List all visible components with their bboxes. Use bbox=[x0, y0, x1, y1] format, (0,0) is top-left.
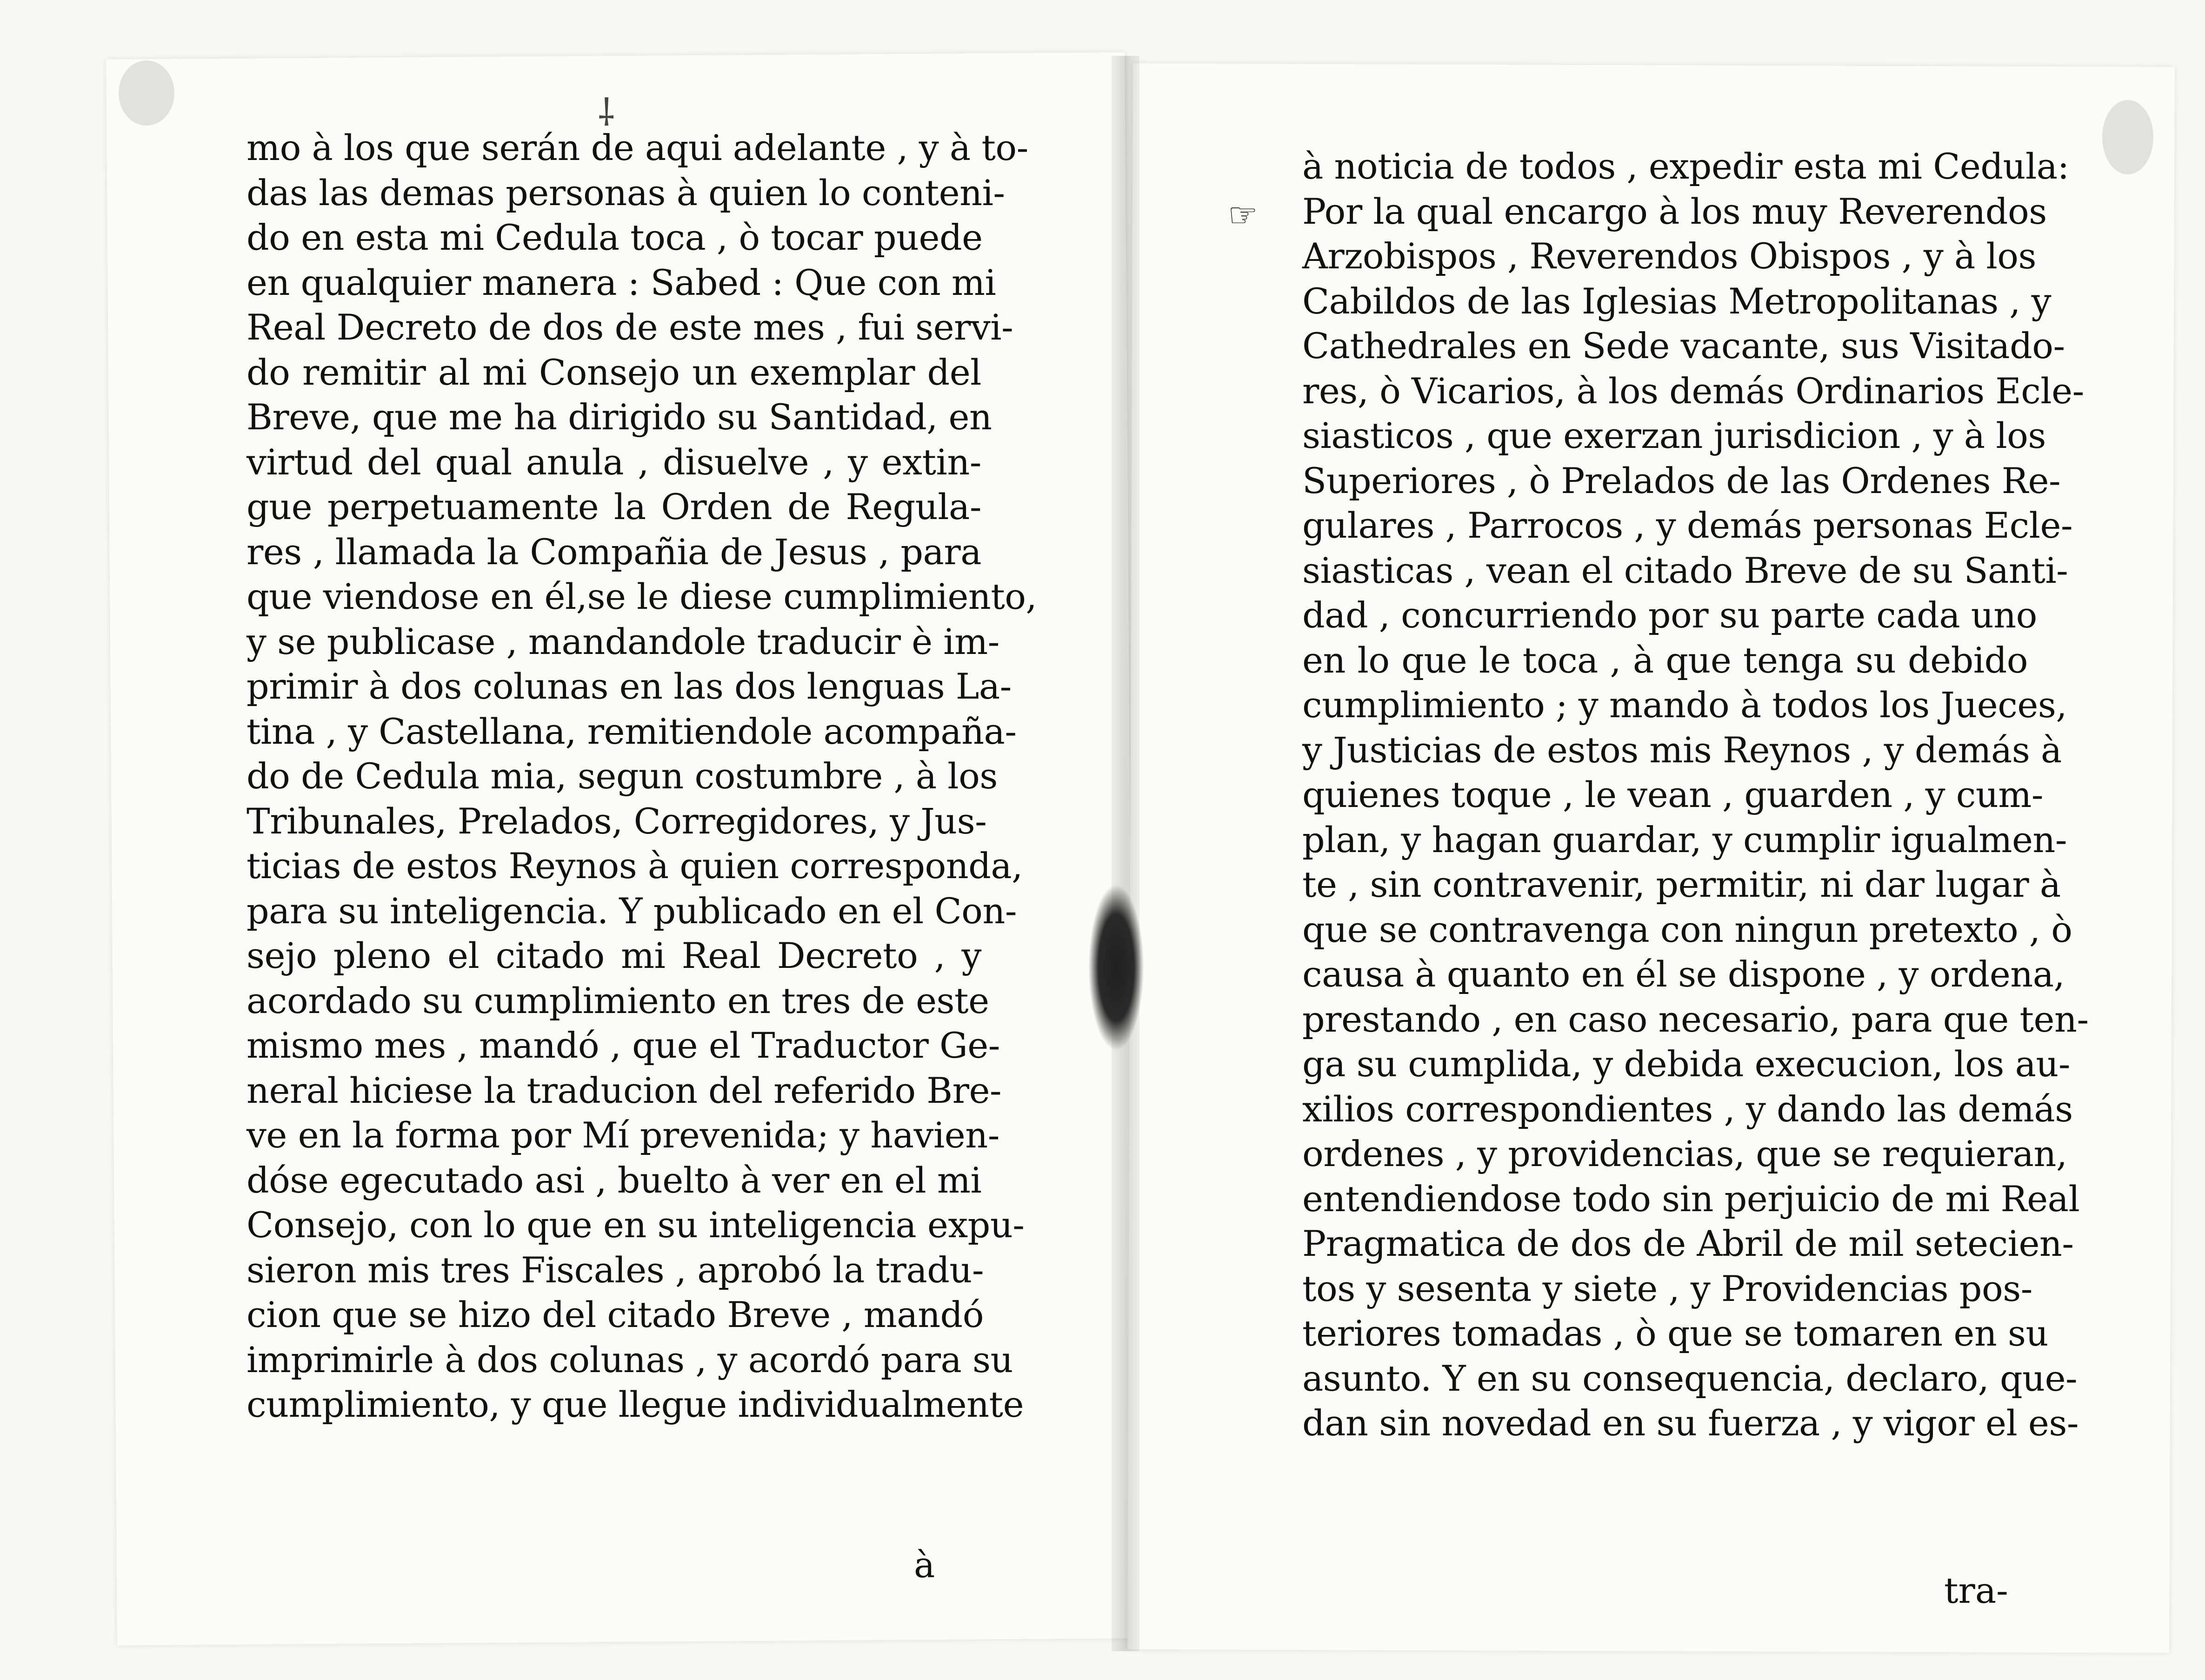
text-line: Pragmatica de dos de Abril de mil setecien- bbox=[1302, 1223, 2074, 1264]
text-line: entendiendose todo sin perjuicio de mi Real bbox=[1302, 1178, 2080, 1220]
text-line: causa à quanto en él se dispone , y ordena, bbox=[1302, 953, 2065, 995]
text-line: Real Decreto de dos de este mes , fui servi- bbox=[246, 307, 1013, 348]
text-line: Cathedrales en Sede vacante, sus Visitado- bbox=[1302, 325, 2065, 367]
text-line: à noticia de todos , expedir esta mi Cedula: bbox=[1302, 146, 2069, 187]
text-line: en lo que le toca , à que tenga su debido bbox=[1302, 639, 2028, 681]
text-line: Tribunales, Prelados, Corregidores, y Jus- bbox=[246, 800, 987, 842]
text-line: quienes toque , le vean , guarden , y cum- bbox=[1302, 774, 2044, 815]
text-line: tina , y Castellana, remitiendole acompaña- bbox=[246, 710, 1017, 752]
ornament-icon: ⸸ bbox=[598, 91, 615, 134]
text-line: imprimirle à dos colunas , y acordó para su bbox=[246, 1339, 1013, 1380]
text-line: ticias de estos Reynos à quien corresponda, bbox=[246, 845, 1023, 887]
manicule-icon: ☞ bbox=[1228, 195, 1258, 234]
text-line: das las demas personas à quien lo conteni- bbox=[246, 172, 1005, 213]
text-line: dóse egecutado asi , buelto à ver en el mi bbox=[246, 1159, 982, 1201]
text-line: res, ò Vicarios, à los demás Ordinarios Ecle- bbox=[1302, 370, 2084, 412]
text-line: neral hiciese la traducion del referido Bre- bbox=[246, 1069, 1002, 1111]
text-line: do de Cedula mia, segun costumbre , à los bbox=[246, 755, 998, 797]
text-line: dad , concurriendo por su parte cada uno bbox=[1302, 594, 2037, 636]
text-line: do remitir al mi Consejo un exemplar del bbox=[246, 351, 981, 393]
text-line: Superiores , ò Prelados de las Ordenes Re- bbox=[1302, 460, 2061, 501]
text-line: plan, y hagan guardar, y cumplir igualmen- bbox=[1302, 819, 2067, 860]
right-page-text bbox=[1302, 144, 2089, 1446]
text-line: cumplimiento ; y mando à todos los Jueces, bbox=[1302, 684, 2067, 726]
text-line: y Justicias de estos mis Reynos , y demás à bbox=[1302, 729, 2062, 771]
text-line: xilios correspondientes , y dando las demás bbox=[1302, 1088, 2073, 1130]
text-line: gulares , Parrocos , y demás personas Ecle- bbox=[1302, 505, 2073, 546]
binding-tear bbox=[1088, 884, 1144, 1051]
text-line: sieron mis tres Fiscales , aprobó la tradu- bbox=[246, 1249, 984, 1291]
corner-smudge-top-left bbox=[119, 60, 174, 126]
text-line: que se contravenga con ningun pretexto , ò bbox=[1302, 908, 2072, 950]
text-line: Por la qual encargo à los muy Reverendos bbox=[1302, 190, 2047, 232]
text-line: mismo mes , mandó , que el Traductor Ge- bbox=[246, 1025, 1000, 1066]
text-line: en qualquier manera : Sabed : Que con mi bbox=[246, 261, 996, 303]
text-line: ordenes , y providencias, que se requieran, bbox=[1302, 1133, 2067, 1174]
text-line: gue perpetuamente la Orden de Regula- bbox=[246, 486, 981, 527]
text-line: ve en la forma por Mí prevenida; y havien- bbox=[246, 1114, 999, 1156]
corner-smudge-top-right bbox=[2102, 100, 2153, 174]
text-line: Cabildos de las Iglesias Metropolitanas , y bbox=[1302, 280, 2052, 322]
text-line: siasticas , vean el citado Breve de su Santi- bbox=[1302, 549, 2068, 591]
text-line: te , sin contravenir, permitir, ni dar lugar à bbox=[1302, 864, 2061, 905]
text-line: cion que se hizo del citado Breve , mandó bbox=[246, 1294, 984, 1335]
right-catchword: tra- bbox=[1944, 1570, 2008, 1611]
text-line: prestando , en caso necesario, para que ten- bbox=[1302, 998, 2089, 1040]
text-line: primir à dos colunas en las dos lenguas La- bbox=[246, 666, 1012, 707]
text-line: siasticos , que exerzan jurisdicion , y à los bbox=[1302, 415, 2046, 456]
text-line: teriores tomadas , ò que se tomaren en su bbox=[1302, 1313, 2048, 1354]
text-line: mo à los que serán de aqui adelante , y à to- bbox=[246, 127, 1028, 168]
text-line: Consejo, con lo que en su inteligencia expu- bbox=[246, 1204, 1025, 1246]
left-page-text bbox=[246, 126, 1037, 1427]
left-catchword: à bbox=[914, 1544, 935, 1586]
text-line: ga su cumplida, y debida execucion, los au- bbox=[1302, 1043, 2071, 1085]
text-line: virtud del qual anula , disuelve , y extin- bbox=[246, 441, 981, 483]
text-line: asunto. Y en su consequencia, declaro, que- bbox=[1302, 1357, 2078, 1399]
text-line: para su inteligencia. Y publicado en el Con- bbox=[246, 890, 1017, 932]
text-line: tos y sesenta y siete , y Providencias pos- bbox=[1302, 1267, 2032, 1309]
text-line: Breve, que me ha dirigido su Santidad, en bbox=[246, 396, 992, 438]
book-gutter bbox=[1112, 56, 1139, 1651]
text-line: sejo pleno el citado mi Real Decreto , y bbox=[246, 935, 981, 976]
text-line: do en esta mi Cedula toca , ò tocar puede bbox=[246, 217, 983, 258]
text-line: y se publicase , mandandole traducir è im- bbox=[246, 620, 999, 662]
text-line: que viendose en él,se le diese cumplimiento, bbox=[246, 576, 1037, 617]
text-line: dan sin novedad en su fuerza , y vigor el es- bbox=[1302, 1402, 2079, 1444]
text-line: res , llamada la Compañia de Jesus , para bbox=[246, 531, 981, 573]
text-line: cumplimiento, y que llegue individualmente bbox=[246, 1384, 1024, 1425]
text-line: acordado su cumplimiento en tres de este bbox=[246, 980, 989, 1021]
text-line: Arzobispos , Reverendos Obispos , y à los bbox=[1302, 235, 2037, 277]
